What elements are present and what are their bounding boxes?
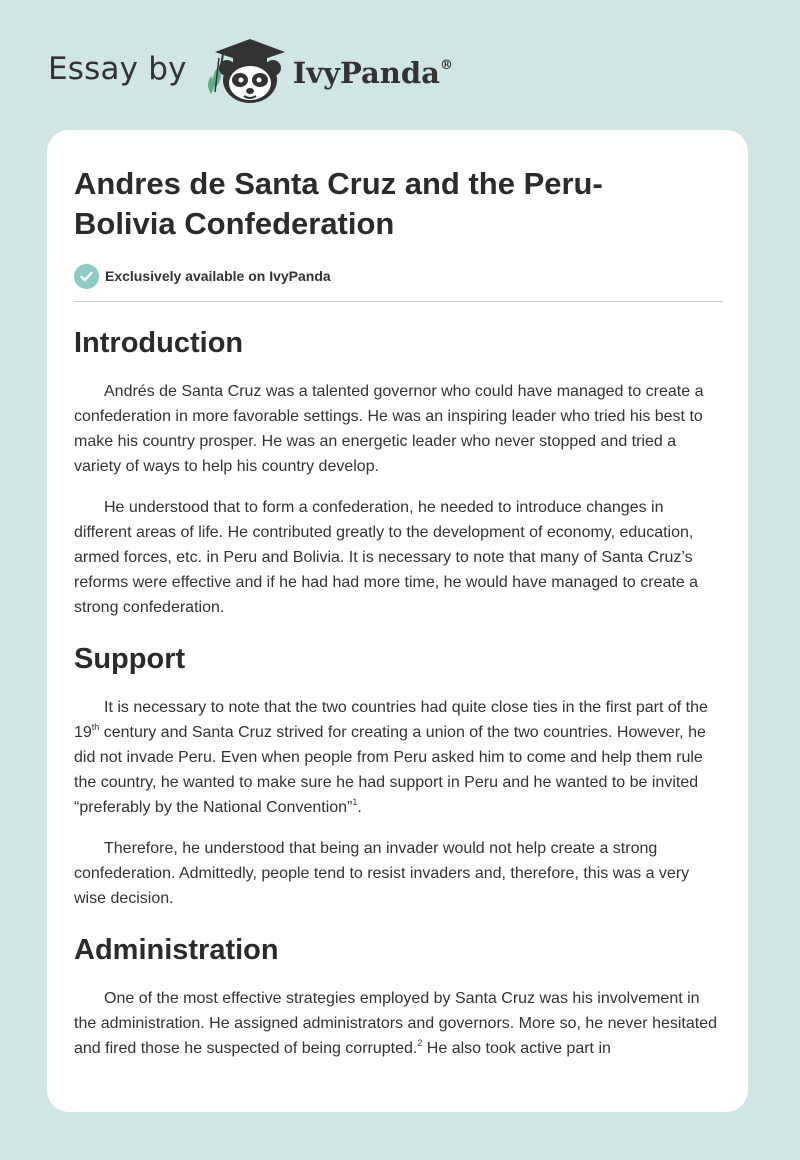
footnote-ref[interactable]: 2	[417, 1038, 423, 1048]
ordinal-suffix: th	[91, 722, 100, 732]
paragraph-text: One of the most effective strategies employed by Santa Cruz was his involvement in the administration. He assigned administrators and governors. More so, he never hesitated and fired those he suspected of being corrupted.	[74, 990, 718, 1057]
section-heading-support: Support	[74, 643, 186, 675]
paragraph: Therefore, he understood that being an invader would not help create a strong confederation. Admittedly, people tend to resist invaders and, therefore, this was a very wise decision.	[74, 840, 690, 907]
brand-name-text: IvyPanda	[292, 56, 440, 90]
essay-title	[74, 164, 723, 244]
exclusive-text: Exclusively available on IvyPanda	[105, 268, 331, 284]
paragraph-text: It is necessary to note that the two countries had quite close ties in the first part of the 19	[74, 699, 708, 741]
paragraph: Andrés de Santa Cruz was a talented governor who could have managed to create a confederation in more favorable settings. He was an inspiring leader who tried his best to make his country prosper. He was an energetic leader who never stopped and tried a variety of ways to help his country develop.	[74, 383, 704, 475]
brand-header[interactable]	[48, 36, 453, 106]
trademark-symbol: ®	[439, 58, 453, 73]
panda-graduate-icon	[199, 36, 291, 106]
essay-card	[47, 130, 748, 1112]
divider	[74, 301, 723, 302]
essay-title-line1: Andres de Santa Cruz and the Peru-	[74, 166, 603, 201]
paragraph	[74, 986, 723, 1061]
section-heading-administration: Administration	[74, 934, 279, 966]
paragraph-text: century and Santa Cruz strived for creating a union of the two countries. However, he did not invade Peru. Even when people from Peru asked him to come and help them rule the country, he wanted to make sure he had support in Peru and he wanted to be invited “preferably by the National Convention”	[74, 724, 706, 816]
brand-name	[293, 56, 453, 90]
section-heading-introduction: Introduction	[74, 327, 244, 359]
paragraph-text: He also took active part in	[422, 1040, 611, 1057]
brand-prefix: Essay by	[48, 51, 187, 87]
exclusive-badge	[74, 263, 723, 289]
essay-content	[74, 164, 723, 1061]
paragraph-text: .	[357, 799, 362, 816]
paragraph: He understood that to form a confederation, he needed to introduce changes in different areas of life. He contributed greatly to the development of economy, education, armed forces, etc. in Peru and Bolivia. It is necessary to note that many of Santa Cruz’s reforms were effective and if he had had more time, he would have managed to create a strong confederation.	[74, 499, 699, 616]
paragraph	[74, 695, 723, 820]
check-circle-icon	[74, 264, 99, 289]
essay-title-line2: Bolivia Confederation	[74, 206, 395, 241]
footnote-ref[interactable]: 1	[352, 797, 358, 807]
